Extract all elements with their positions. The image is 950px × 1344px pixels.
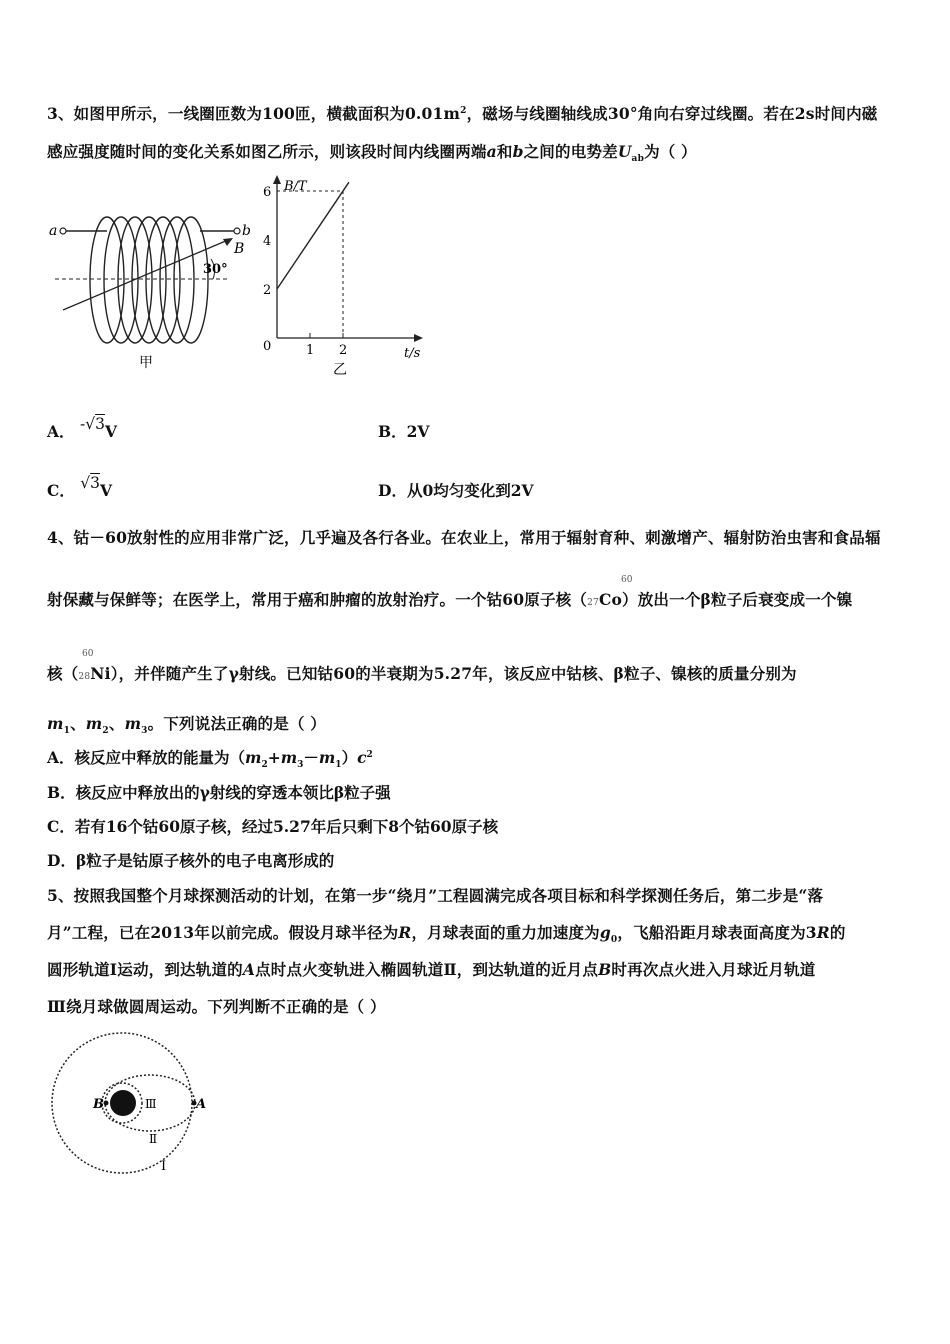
origin-label: 0: [263, 339, 272, 354]
q3-option-a[interactable]: A． -√3V: [47, 415, 117, 441]
q5-stem-line4: Ⅲ绕月球做圆周运动。下列判断不正确的是（ ）: [47, 997, 386, 1016]
q3-stem-line1: 3、如图甲所示，一线圈匝数为100匝，横截面积为$0.01m^2$，磁场与线圈轴线成30°角向右穿过线圈。若在2s时间内磁: [47, 104, 878, 123]
q4-stem-line1: 4、钴－60放射性的应用非常广泛，几乎遍及各行各业。在农业上，常用于辐射育种、刺激增产、辐射防治虫害和食品辐: [47, 528, 881, 547]
label-B-field: B: [234, 241, 245, 257]
x-tick-label: 1: [306, 343, 315, 358]
y-tick-label: 4: [263, 234, 272, 249]
label-b: b: [242, 223, 251, 239]
y-axis-label: B/T: [284, 179, 307, 194]
q4-stem-line2: 射保藏与保鲜等；在医学上，常用于癌和肿瘤的放射治疗。一个钴60原子核（27Co）放出一个β粒子后衰变成一个镍: [47, 590, 853, 609]
q4-option-d[interactable]: D．β粒子是钴原子核外的电子电离形成的: [47, 851, 335, 870]
ni-atomic-number: 28: [78, 672, 91, 682]
data-series-line: [277, 182, 349, 289]
label-orbit-II: Ⅱ: [149, 1132, 158, 1146]
q5-stem-line3: 圆形轨道Ⅰ运动，到达轨道的A点时点火变轨进入椭圆轨道Ⅱ，到达轨道的近月点B时再次点火进入月球近月轨道: [47, 960, 816, 979]
x-tick-label: 2: [339, 343, 348, 358]
q5-stem-line1: 5、按照我国整个月球探测活动的计划，在第一步“绕月”工程圆满完成各项目标和科学探测任务后，第二步是“落: [47, 886, 824, 905]
caption-jia: 甲: [139, 355, 153, 371]
label-A: A: [196, 1097, 207, 1112]
y-tick-label: 6: [263, 185, 272, 200]
label-orbit-III: Ⅲ: [145, 1097, 157, 1111]
q3-option-d[interactable]: D．从0均匀变化到2V: [378, 481, 534, 500]
sqrt-sign: √: [85, 415, 96, 433]
q4-option-b[interactable]: B．核反应中释放出的γ射线的穿透本领比β粒子强: [47, 783, 391, 802]
bt-graph: [258, 172, 428, 382]
ni-mass-number: 60: [82, 649, 94, 659]
q4-option-c[interactable]: C．若有16个钴60原子核，经过5.27年后只剩下8个钴60原子核: [47, 817, 499, 836]
q3-option-c[interactable]: C． √3V: [47, 474, 113, 500]
moon: [110, 1090, 136, 1116]
caption-yi: 乙: [333, 362, 347, 378]
q3-option-b[interactable]: B．2V: [378, 422, 430, 441]
label-B: B: [93, 1097, 104, 1112]
q4-stem-line4: $m_1$、$m_2$、$m_3$。下列说法正确的是（ ）: [47, 714, 326, 737]
q5-stem-line2: 月”工程，已在2013年以前完成。假设月球半径为R，月球表面的重力加速度为$g_0$，飞船沿距月球表面高度为3R的: [47, 923, 846, 946]
sqrt-sign: √: [80, 474, 91, 492]
label-orbit-I: Ⅰ: [161, 1159, 167, 1174]
angle-label: 30°: [203, 262, 228, 277]
q4-stem-line3: 核（28Ni），并伴随产生了γ射线。已知钴60的半衰期为5.27年，该反应中钴核、β粒子、镍核的质量分别为: [47, 664, 797, 683]
q4-option-a[interactable]: A．核反应中释放的能量为$(m_2+m_3-m_1)c^2$: [47, 748, 373, 771]
label-a: a: [49, 223, 58, 239]
y-tick-label: 2: [263, 283, 272, 298]
point-B-dot: [104, 1101, 109, 1106]
co-atomic-number: 27: [587, 598, 599, 608]
q3-stem-line2: 感应强度随时间的变化关系如图乙所示，则该段时间内线圈两端a和b之间的电势差$U_{ab}$为（ ）: [47, 142, 697, 165]
co-mass-number: 60: [621, 575, 633, 585]
x-axis-label: t/s: [404, 346, 421, 361]
orbit-figure: [45, 1028, 225, 1178]
coil-figure: [45, 195, 260, 380]
